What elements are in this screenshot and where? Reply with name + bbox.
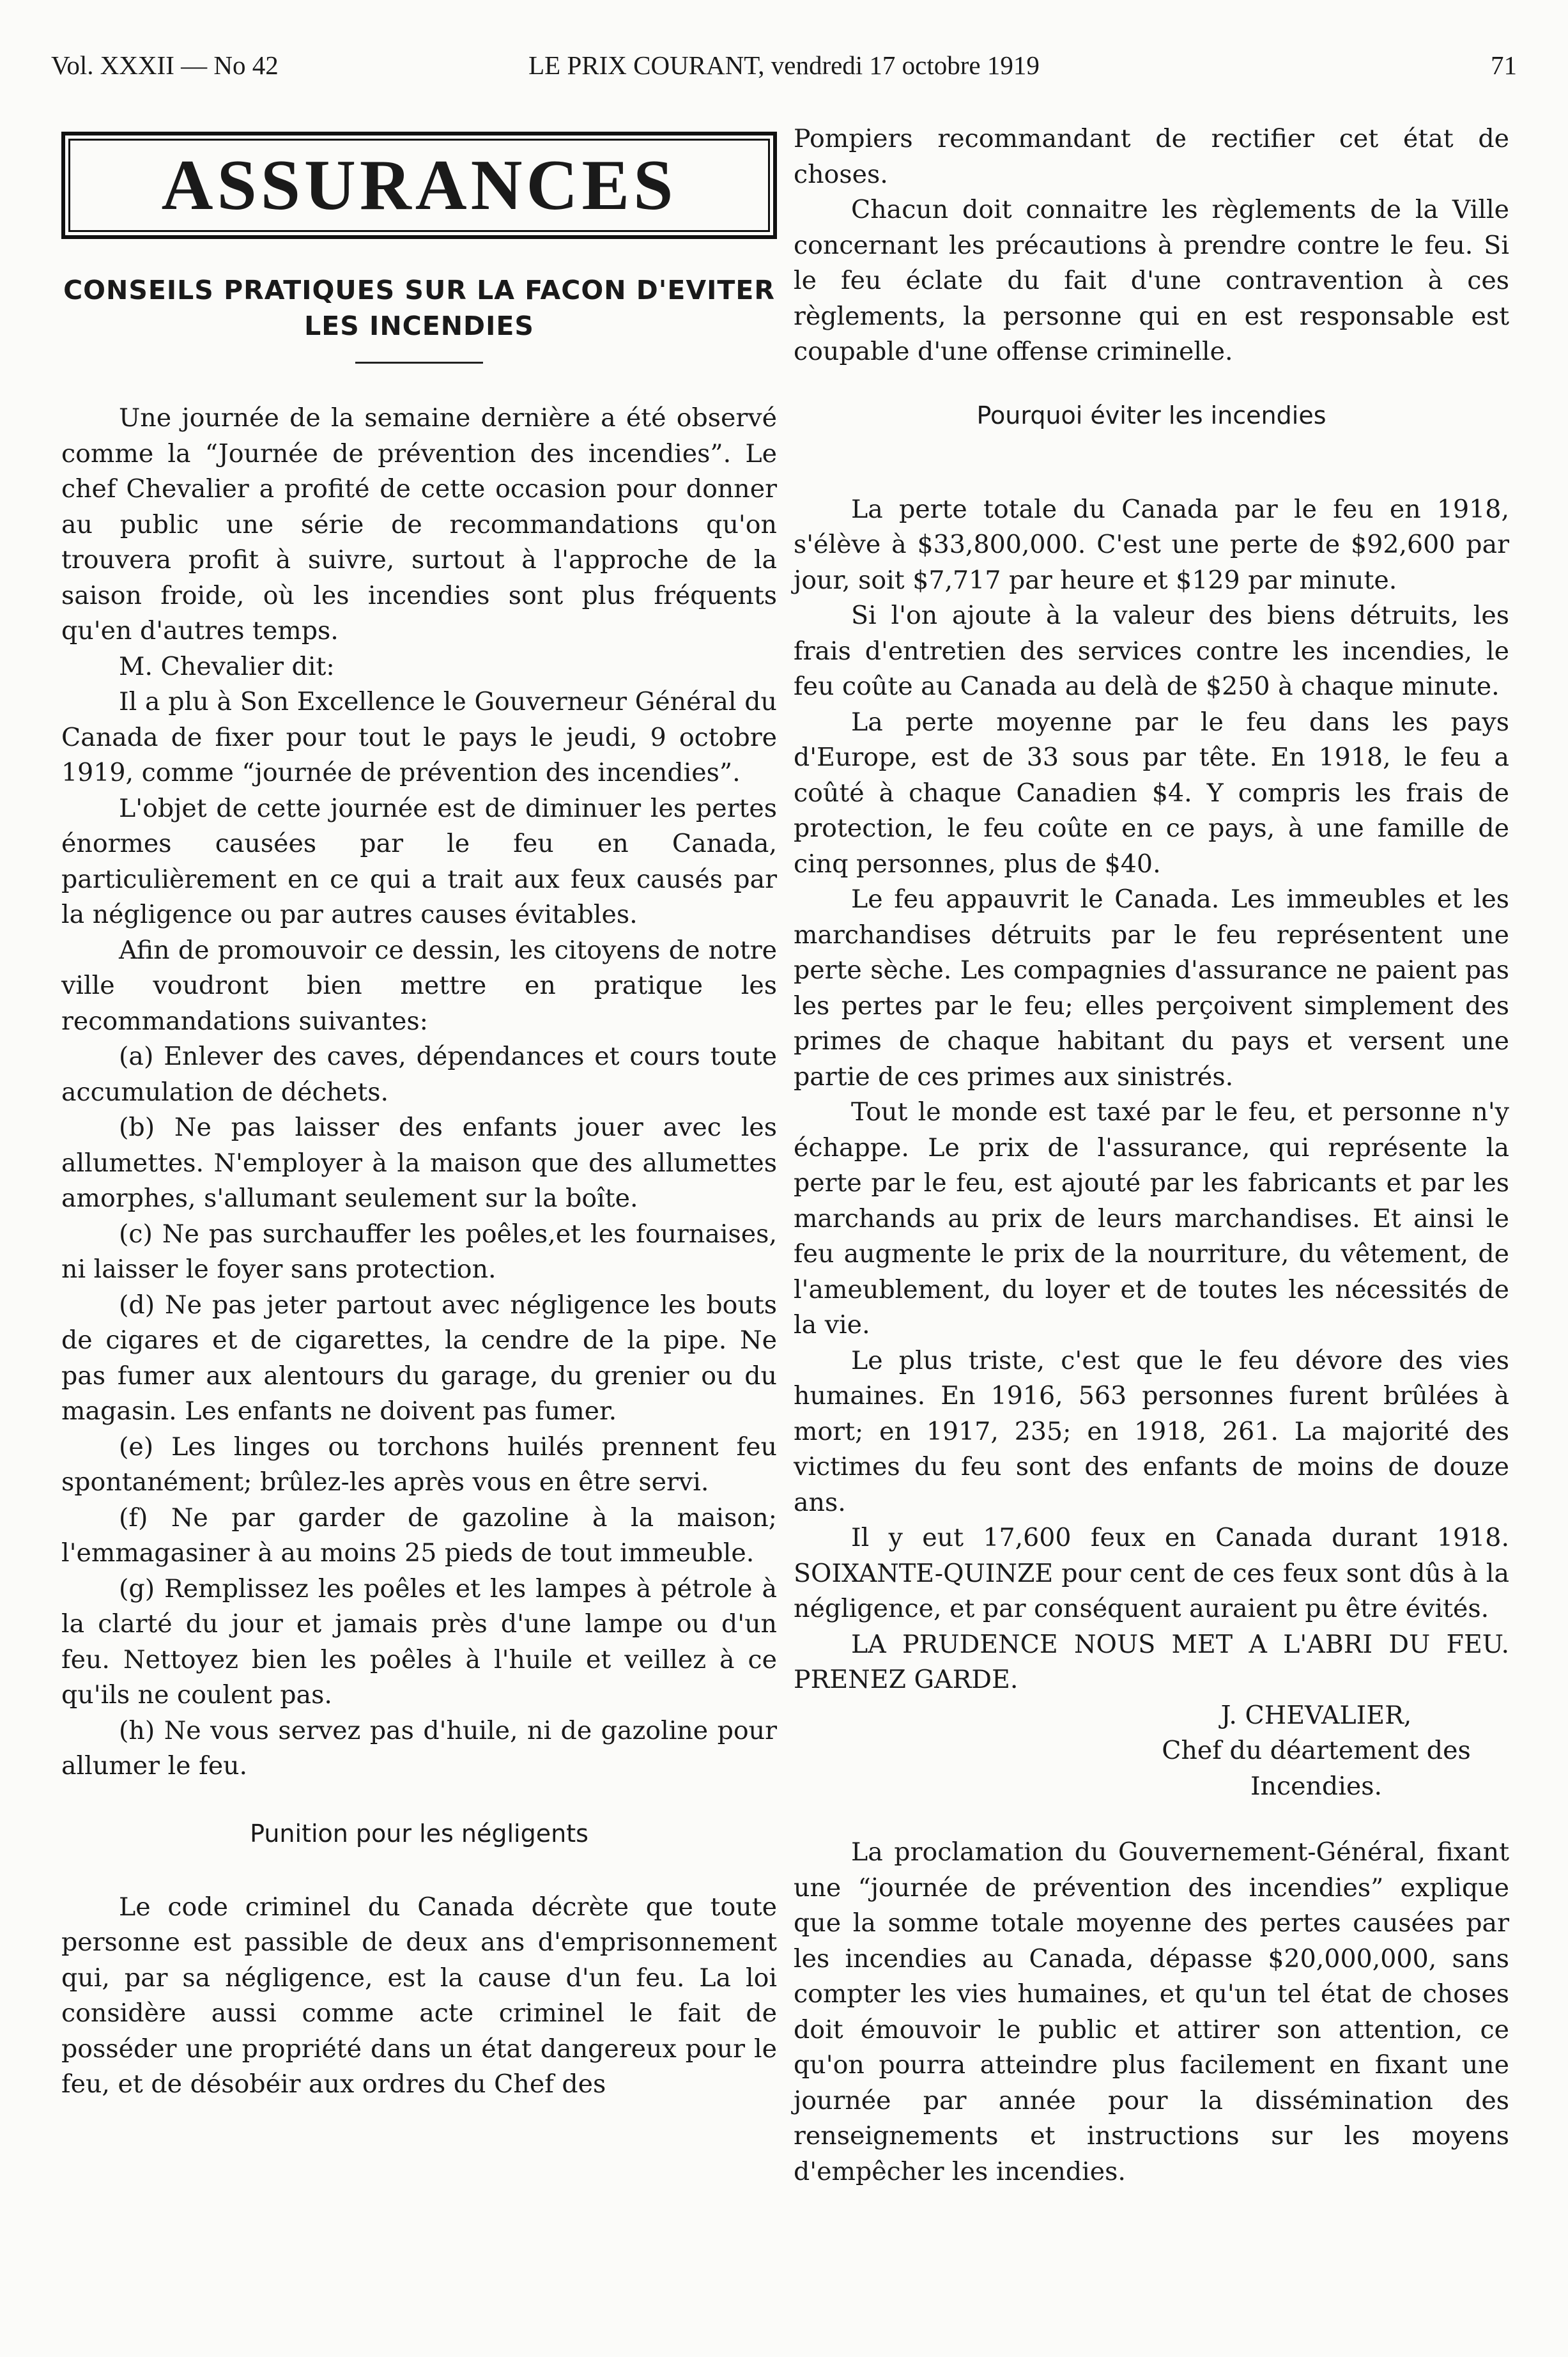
paragraph: Afin de promouvoir ce dessin, les citoyens de notre ville voudront bien mettre en pratique les recommandations suivantes:: [61, 935, 777, 1036]
recommendation-item: (g) Remplissez les poêles et les lampes à pétrole à la clarté du jour et jamais près d'une lampe ou d'un feu. Nettoyez bien les poêles à l'huile et veillez à ce qu'ils ne coulent pas.: [61, 1573, 777, 1710]
page-number: 71: [1491, 50, 1517, 80]
paragraph-continuation: Pompiers recommandant de rectifier cet état de choses.: [794, 124, 1509, 189]
subheading-punition: Punition pour les négligents: [250, 1819, 588, 1848]
recommendation-item: (d) Ne pas jeter partout avec négligence les bouts de cigares et de cigarettes, la cendre de la pipe. Ne pas fumer aux alentours du garage, du grenier ou du magasin. Les enfants ne doivent pas fumer.: [61, 1290, 777, 1426]
right-column: [794, 121, 1509, 2190]
recommendation-item: (e) Les linges ou torchons huilés prennent feu spontanément; brûlez-les après vous en être servi.: [61, 1432, 777, 1497]
paragraph: Tout le monde est taxé par le feu, et personne n'y échappe. Le prix de l'assurance, qui représente la perte par le feu, est ajouté par les fabricants et par les marchands au prix de leurs marchandises. Et ainsi le feu augmente le prix de la nourriture, du vêtement, de l'ameublement, du loyer et de toutes les nécessités de la vie.: [794, 1097, 1509, 1340]
paragraph: Une journée de la semaine dernière a été observé comme la “Journée de prévention des incendies”. Le chef Chevalier a profité de cette occasion pour donner au public une série de recommandations qu'on trouvera profit à suivre, surtout à l'approche de la saison froide, où les incendies sont plus fréquents qu'en d'autres temps.: [61, 403, 777, 645]
section-banner-title: ASSURANCES: [68, 139, 770, 232]
paragraph-warning: LA PRUDENCE NOUS MET A L'ABRI DU FEU. PRENEZ GARDE.: [794, 1629, 1509, 1694]
paragraph: Le feu appauvrit le Canada. Les immeubles et les marchandises détruits par le feu représentent une perte sèche. Les compagnies d'assurance ne paient pas les pertes par le feu; elles perçoivent simplement des primes de chaque habitant du pays et versent une partie de ces primes aux sinistrés.: [794, 885, 1509, 1092]
page-header: [51, 50, 1517, 88]
title-divider: [355, 362, 483, 364]
signature-title-line: Chef du déartement des: [1162, 1736, 1471, 1765]
volume-number: Vol. XXXII — No 42: [51, 50, 279, 80]
paragraph: La perte totale du Canada par le feu en 1918, s'élève à $33,800,000. C'est une perte de $92,600 par jour, soit $7,717 par heure et $129 par minute.: [794, 494, 1509, 595]
recommendation-item: (f) Ne par garder de gazoline à la maison; l'emmagasiner à au moins 25 pieds de tout immeuble.: [61, 1503, 777, 1568]
recommendation-item: (h) Ne vous servez pas d'huile, ni de gazoline pour allumer le feu.: [61, 1715, 777, 1781]
paragraph: Chacun doit connaitre les règlements de la Ville concernant les précautions à prendre contre le feu. Si le feu éclate du fait d'une contravention à ces règlements, la personne qui en est responsable est coupable d'une offense criminelle.: [794, 195, 1509, 366]
paragraph: M. Chevalier dit:: [119, 651, 335, 681]
paragraph: Si l'on ajoute à la valeur des biens détruits, les frais d'entretien des services contre les incendies, le feu coûte au Canada au delà de $250 à chaque minute.: [794, 601, 1509, 701]
paragraph-closing: La proclamation du Gouvernement-Général, fixant une “journée de prévention des incendies” explique que la somme totale moyenne des pertes causées par les incendies au Canada, dépasse $20,000,000, sans compter les vies humaines, et qu'un tel état de choses doit émouvoir le public et attirer son attention, ce qu'on pourra atteindre plus facilement en fixant une journée par année pour la dissémination des renseignements et instructions sur les moyens d'empêcher les incendies.: [794, 1837, 1509, 2186]
recommendation-item: (c) Ne pas surchauffer les poêles,et les fournaises, ni laisser le foyer sans protection.: [61, 1219, 777, 1284]
paragraph: La perte moyenne par le feu dans les pays d'Europe, est de 33 sous par tête. En 1918, le feu a coûté à chaque Canadien $4. Y compris les frais de protection, le feu coûte en ce pays, à une famille de cinq personnes, plus de $40.: [794, 707, 1509, 879]
recommendation-item: (b) Ne pas laisser des enfants jouer avec les allumettes. N'employer à la maison que des allumettes amorphes, s'allumant seulement sur la boîte.: [61, 1113, 777, 1213]
paragraph: Il a plu à Son Excellence le Gouverneur Général du Canada de fixer pour tout le pays le jeudi, 9 octobre 1919, comme “journée de prévention des incendies”.: [61, 687, 777, 787]
paragraph: L'objet de cette journée est de diminuer les pertes énormes causées par le feu en Canada, particulièrement en ce qui a trait aux feux causés par la négligence ou par autres causes évitables.: [61, 793, 777, 929]
signature-title-line: Incendies.: [1250, 1771, 1383, 1801]
left-column: [61, 121, 777, 2103]
subheading-pourquoi: Pourquoi éviter les incendies: [976, 401, 1326, 429]
article-title: CONSEILS PRATIQUES SUR LA FACON D'EVITER LES INCENDIES: [63, 275, 775, 341]
paragraph: Le plus triste, c'est que le feu dévore des vies humaines. En 1916, 563 personnes furent brûlées à mort; en 1917, 235; en 1918, 261. La majorité des victimes du feu sont des enfants de moins de douze ans.: [794, 1345, 1509, 1517]
signature-name: J. CHEVALIER,: [1220, 1700, 1412, 1730]
spacer: [794, 1804, 1509, 1835]
paragraph: Le code criminel du Canada décrète que toute personne est passible de deux ans d'emprisonnement qui, par sa négligence, est la cause d'un feu. La loi considère aussi comme acte criminel le fait de posséder une propriété dans un état dangereux pour le feu, et de désobéir aux ordres du Chef des: [61, 1892, 777, 2099]
signature-block: [794, 1698, 1509, 1805]
section-banner: [61, 132, 777, 239]
publication-title: LE PRIX COURANT, vendredi 17 octobre 1919: [528, 50, 1040, 80]
recommendation-item: (a) Enlever des caves, dépendances et cours toute accumulation de déchets.: [61, 1042, 777, 1107]
paragraph: Il y eut 17,600 feux en Canada durant 1918. SOIXANTE-QUINZE pour cent de ces feux sont dûs à la négligence, et par conséquent auraient pu être évités.: [794, 1523, 1509, 1623]
